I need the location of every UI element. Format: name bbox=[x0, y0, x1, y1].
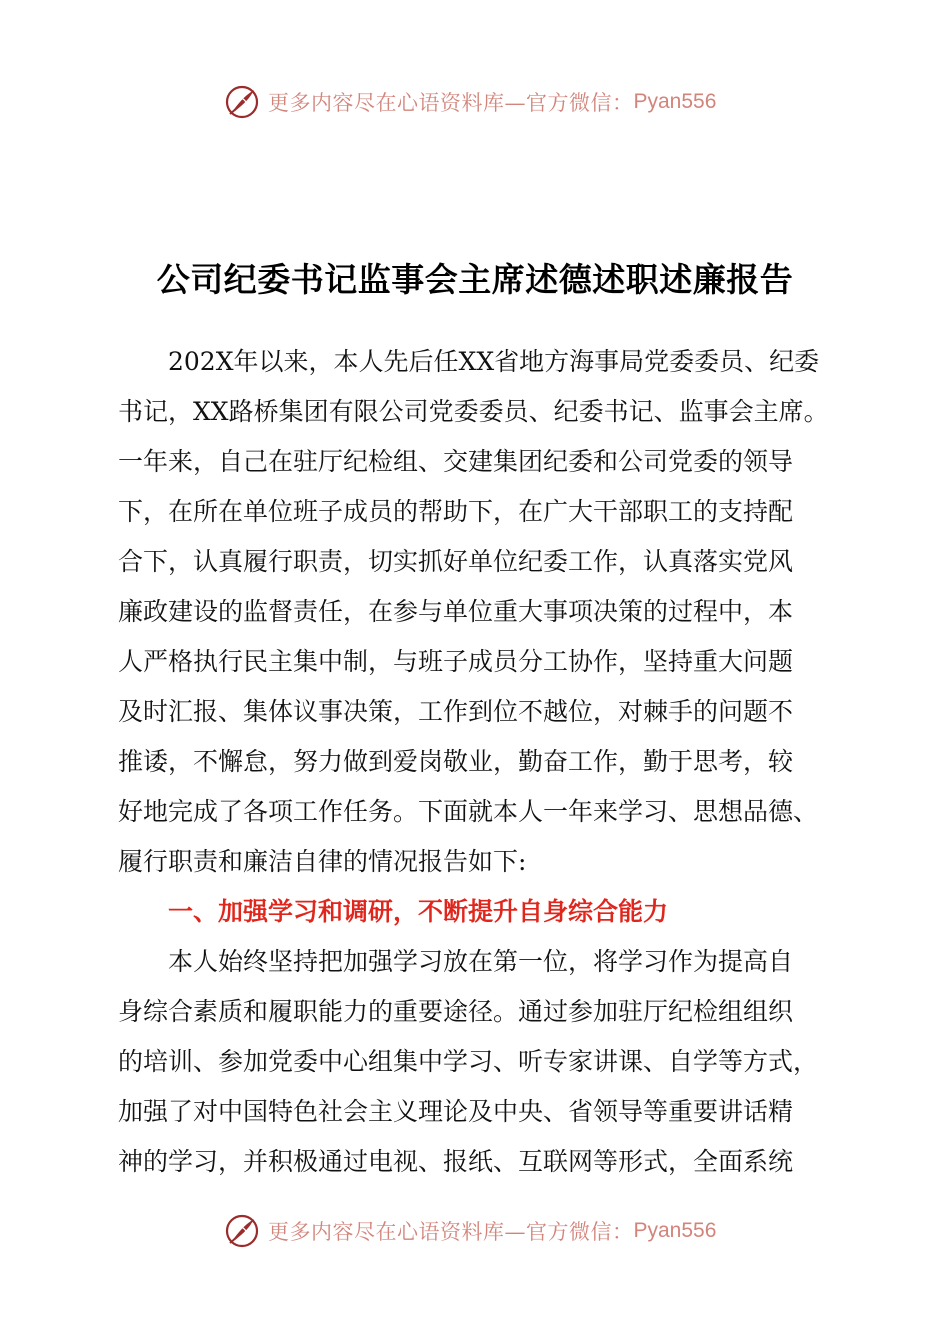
body-line: 202X年以来，本人先后任XX省地方海事局党委委员、纪委 bbox=[168, 347, 820, 376]
body-line: 及时汇报、集体议事决策，工作到位不越位，对棘手的问题不 bbox=[118, 697, 794, 726]
quill-logo-icon bbox=[224, 84, 260, 120]
watermark-banner-top bbox=[224, 82, 716, 122]
body-line: 人严格执行民主集中制，与班子成员分工协作，坚持重大问题 bbox=[118, 647, 794, 676]
watermark-contact: Pyan556 bbox=[633, 90, 717, 113]
body-line: 的培训、参加党委中心组集中学习、听专家讲课、自学等方式， bbox=[118, 1047, 819, 1076]
body-line: 神的学习，并积极通过电视、报纸、互联网等形式，全面系统 bbox=[118, 1147, 794, 1176]
watermark-text: 更多内容尽在心语资料库—官方微信： bbox=[268, 1220, 634, 1244]
watermark-banner-bottom bbox=[224, 1211, 716, 1251]
quill-logo-icon bbox=[224, 1213, 260, 1249]
body-line: 下，在所在单位班子成员的帮助下，在广大干部职工的支持配 bbox=[118, 497, 794, 526]
watermark-text: 更多内容尽在心语资料库—官方微信： bbox=[268, 91, 634, 115]
body-line: 加强了对中国特色社会主义理论及中央、省领导等重要讲话精 bbox=[118, 1097, 794, 1126]
body-line: 推诿，不懈怠，努力做到爱岗敬业，勤奋工作，勤于思考，较 bbox=[118, 747, 794, 776]
body-line: 一年来，自己在驻厅纪检组、交建集团纪委和公司党委的领导 bbox=[118, 447, 794, 476]
document-title: 公司纪委书记监事会主席述德述职述廉报告 bbox=[156, 260, 794, 299]
body-line: 身综合素质和履职能力的重要途径。通过参加驻厅纪检组组织 bbox=[118, 997, 794, 1026]
body-line: 合下，认真履行职责，切实抓好单位纪委工作，认真落实党风 bbox=[118, 547, 794, 576]
body-line: 廉政建设的监督责任，在参与单位重大事项决策的过程中，本 bbox=[118, 597, 794, 626]
body-line: 书记，XX路桥集团有限公司党委委员、纪委书记、监事会主席。 bbox=[118, 397, 829, 426]
body-line: 履行职责和廉洁自律的情况报告如下: bbox=[118, 847, 527, 876]
body-line: 本人始终坚持把加强学习放在第一位，将学习作为提高自 bbox=[168, 947, 794, 976]
watermark-contact: Pyan556 bbox=[633, 1219, 717, 1242]
section-heading: 一、加强学习和调研，不断提升自身综合能力 bbox=[168, 898, 669, 926]
body-line: 好地完成了各项工作任务。下面就本人一年来学习、思想品德、 bbox=[118, 797, 819, 826]
